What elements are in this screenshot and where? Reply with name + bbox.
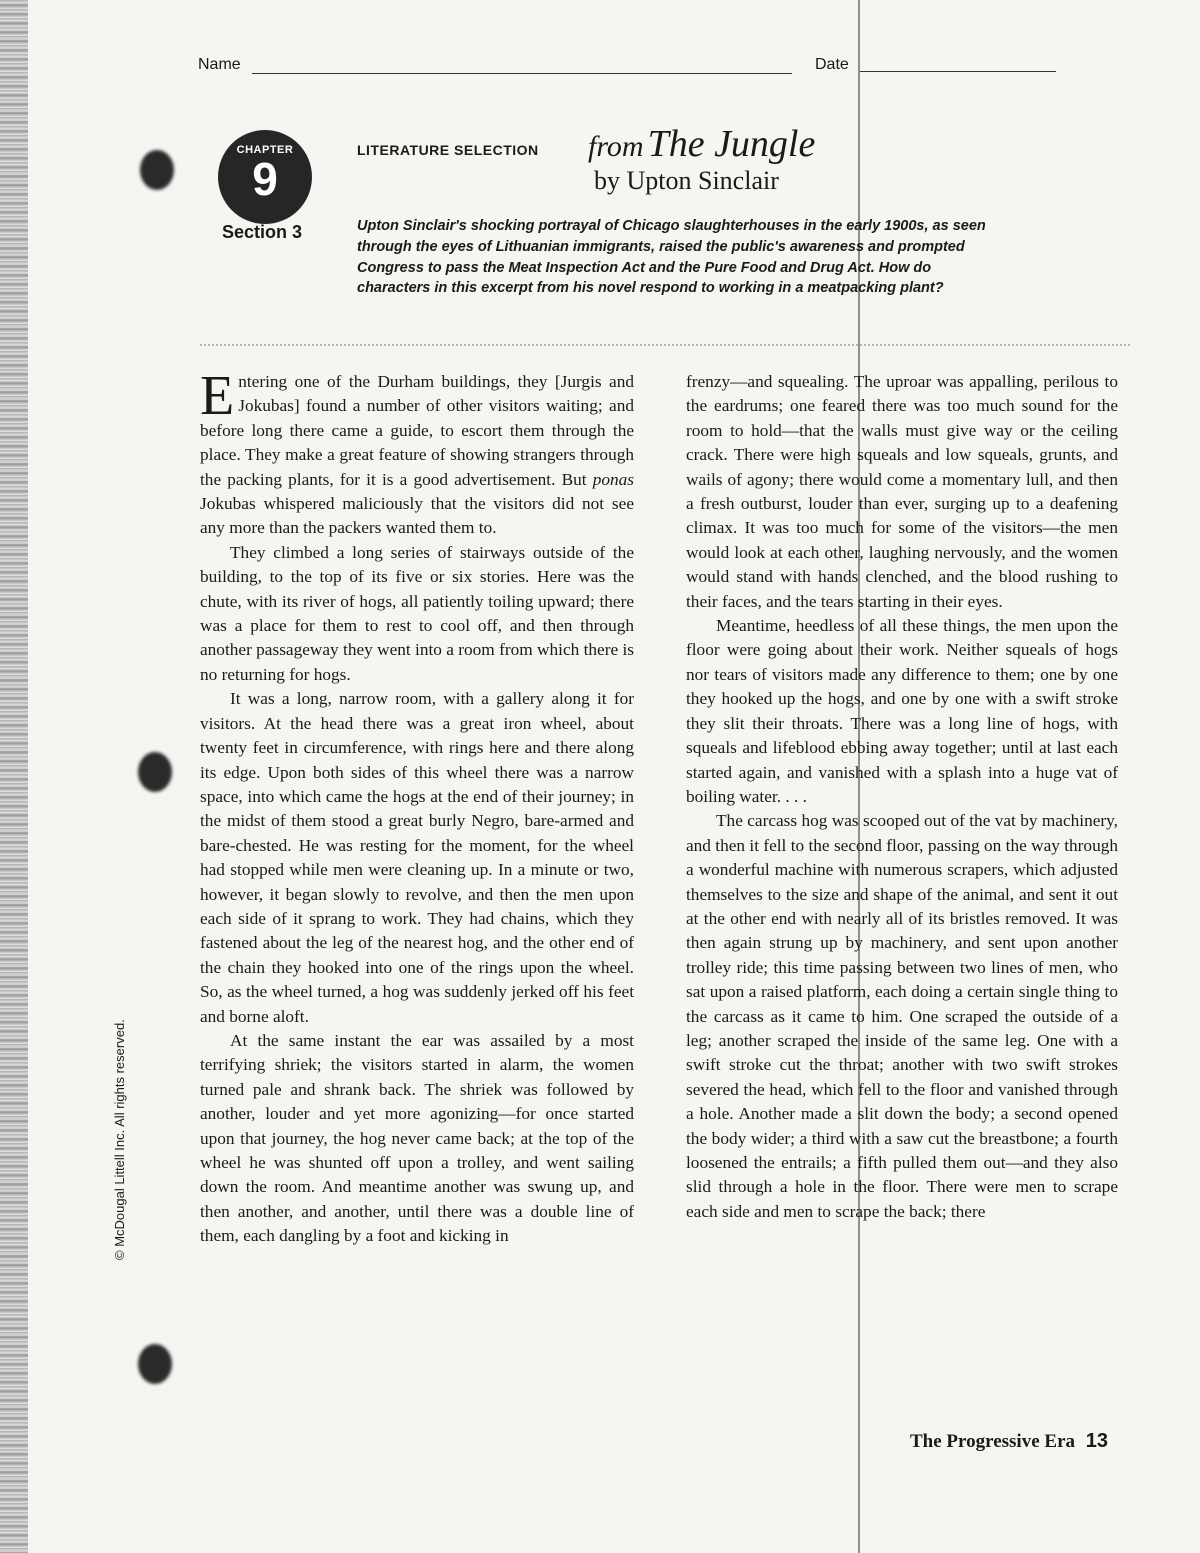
name-label: Name <box>198 56 241 73</box>
scan-edge-artifact <box>0 0 28 1553</box>
page-footer <box>910 1430 1108 1453</box>
left-column <box>200 365 634 1249</box>
punch-hole-bottom <box>138 1344 172 1384</box>
section-label: Section 3 <box>222 222 303 242</box>
copyright-notice: © McDougal Littell Inc. All rights reserved. <box>112 1019 127 1260</box>
right-paragraph-2: Meantime, heedless of all these things, the men upon the floor were going about their work. Neither squeals of hogs nor tears of visitors made any difference to them; one by one they hooked up the hogs, and one by one with a swift stroke they slit their throats. There was a long line of hogs, with squeals and lifeblood ebbing away together; until at last each started again, and vanished with a splash into a huge vat of boiling water. . . . <box>686 616 1118 806</box>
chapter-label: CHAPTER <box>236 144 294 156</box>
right-paragraph-1: frenzy—and squealing. The uproar was appalling, perilous to the eardrums; one feared there was too much sound for the room to hold—that the walls must give way or the ceiling crack. There were high squeals and low squeals, grunts, and wails of agony; there would come a momentary lull, and then a fresh outburst, louder than ever, surging up to a deafening climax. It was too much for some of the visitors—the men would look at each other, laughing nervously, and the women would stand with hands clenched, and the blood rushing to their faces, and the tears starting in their eyes. <box>686 372 1118 611</box>
author-line: by Upton Sinclair <box>594 166 779 195</box>
left-paragraph-3: It was a long, narrow room, with a gallery along it for visitors. At the head there was a great iron wheel, about twenty feet in circumference, with rings here and there along its edge. Upon both sides of this wheel there was a narrow space, into which came the hogs at the end of their journey; in the midst of them stood a great burly Negro, bare-armed and bare-chested. He was resting for the moment, for the wheel had stopped while men were cleaning up. In a minute or two, however, it began slowly to revolve, and then the men upon each side of it sprang to work. They had chains, which they fastened about the leg of the nearest hog, and the other end of the chain they hooked into one of the rings upon the wheel. So, as the wheel turned, a hog was suddenly jerked off his feet and borne aloft. <box>200 689 634 1026</box>
right-paragraph-3: The carcass hog was scooped out of the vat by machinery, and then it fell to the second floor, passing on the way through a wonderful machine with numerous scrapers, which adjusted themselves to the size and shape of the animal, and sent it out at the other end with nearly all of its bristles removed. It was then again strung up by machinery, and sent upon another trolley ride; this time passing between two lines of men, who sat upon a raised platform, each doing a certain single thing to the carcass as it came to him. One scraped the outside of a leg; another scraped the inside of the same leg. One with a swift stroke cut the throat; another with two swift strokes severed the head, which fell to the floor and vanished through a hole. Another made a slit down the body; a second opened the body wider; a third with a saw cut the breastbone; a fourth loosened the entrails; a fifth pulled them out—and they also slid through a hole in the floor. There were men to scrape each side and men to scrape the back; there <box>686 811 1118 1221</box>
drop-cap: E <box>200 365 235 427</box>
chapter-badge <box>218 130 312 224</box>
title-from: from <box>588 130 644 163</box>
date-field-line[interactable] <box>860 71 1056 72</box>
literature-selection-label: LITERATURE SELECTION <box>357 142 539 158</box>
chapter-number: 9 <box>252 153 278 205</box>
left-paragraph-4: At the same instant the ear was assailed by a most terrifying shriek; the visitors started in alarm, the women turned pale and shrank back. The shriek was followed by another, louder and yet more agonizing—for once started upon that journey, the hog never came back; at the top of the wheel he was shunted off upon a trolley, and went sailing down the room. And meantime another was swung up, and then another, and another, until there was a double line of them, each dangling by a foot and kicking in <box>200 1030 634 1246</box>
punch-hole-middle <box>138 752 172 792</box>
left-paragraph-1: Entering one of the Durham buildings, they [Jurgis and Jokubas] found a number of other visitors waiting; and before long there came a guide, to escort them through the place. They make a great feature of showing strangers through the packing plants, for it is a good advertisement. But ponas Jokubas whispered maliciously that the visitors did not see any more than the packers wanted them to. <box>200 365 634 538</box>
page-title <box>588 122 815 166</box>
date-label: Date <box>815 56 849 73</box>
right-column <box>686 370 1118 1224</box>
left-paragraph-2: They climbed a long series of stairways outside of the building, to the top of its five or six stories. Here was the chute, with its river of hogs, all patiently toiling upward; there was a place for them to rest to cool off, and then through another passageway they went into a room from which there is no returning for hogs. <box>200 542 634 684</box>
intro-paragraph: Upton Sinclair's shocking portrayal of Chicago slaughterhouses in the early 1900s, as seen through the eyes of Lithuanian immigrants, raised the public's awareness and prompted Congress to pass the Meat Inspection Act and the Pure Food and Drug Act. How do characters in this excerpt from his novel respond to working in a meatpacking plant? <box>357 218 986 297</box>
title-main: The Jungle <box>647 123 816 165</box>
page-number: 13 <box>1085 1430 1108 1452</box>
section-divider <box>200 344 1130 348</box>
unit-title: The Progressive Era <box>910 1431 1075 1452</box>
punch-hole-top <box>140 150 174 190</box>
name-field-line[interactable] <box>252 73 792 74</box>
